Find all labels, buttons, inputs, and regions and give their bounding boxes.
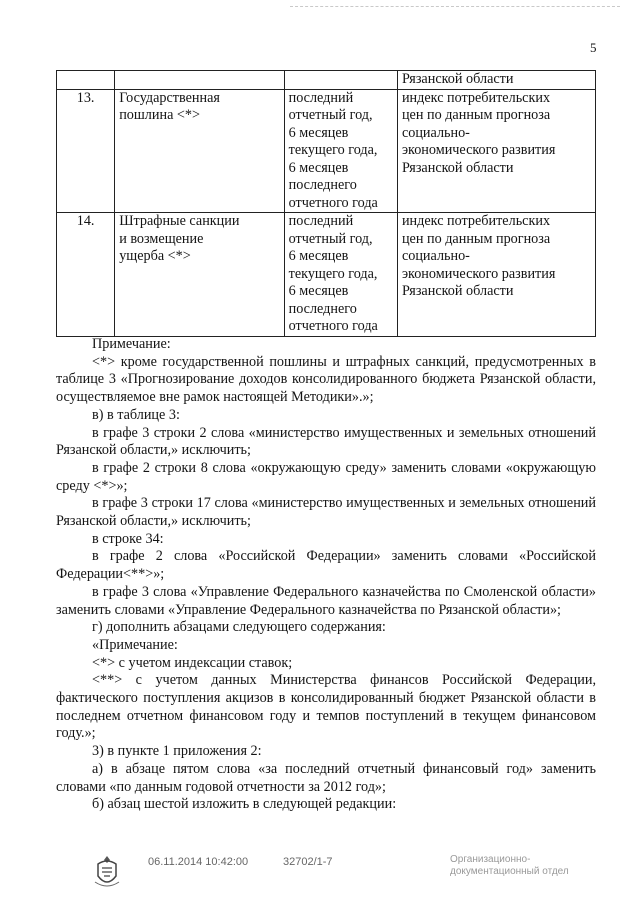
paragraph: в графе 3 строки 17 слова «министерство имущественных и земельных отношений Рязанской области,» исключить; — [56, 495, 596, 530]
cell-line: ущерба <*> — [119, 248, 191, 264]
paragraph: в графе 3 строки 2 слова «министерство имущественных и земельных отношений Рязанской области,» исключить; — [56, 424, 596, 459]
paragraph: <*> с учетом индексации ставок; — [92, 654, 293, 671]
cell-line: отчетного года — [288, 318, 378, 334]
cell-line: текущего года, — [288, 265, 378, 282]
period-cell — [284, 213, 397, 337]
cell-line: цен по данным прогноза — [401, 107, 551, 123]
cell-line: последнего — [288, 300, 357, 317]
footer-department-line: Организационно- — [450, 854, 531, 865]
cell-line: Штрафные санкции — [119, 213, 240, 229]
cell-line: социально- — [401, 248, 470, 264]
cell-line: отчетный год, — [288, 230, 373, 247]
paragraph: в графе 3 слова «Управление Федерального казначейства по Смоленской области» заменить словами «Управление Федерального казначейства по Рязанской области»; — [56, 583, 596, 618]
cell-line: и возмещение — [119, 230, 204, 247]
table-row-continuation — [57, 71, 596, 90]
table-cell-continued-text: Рязанской области — [397, 71, 595, 90]
cell-line: Рязанской области — [401, 159, 514, 176]
period-cell — [284, 89, 397, 213]
paragraph: в) в таблице 3: — [92, 406, 180, 423]
page-number: 5 — [590, 40, 597, 55]
cell-line: социально- — [401, 124, 470, 141]
cell-line: экономического развития — [401, 142, 556, 158]
cell-line: текущего года, — [288, 142, 378, 158]
table-row — [57, 213, 596, 337]
paragraph: а) в абзаце пятом слова «за последний отчетный финансовый год» заменить словами «по данным годовой отчетности за 2012 год»; — [56, 760, 596, 795]
footer-datetime: 06.11.2014 10:42:00 — [148, 856, 249, 868]
cell-line: 6 месяцев — [288, 159, 349, 176]
cell-line: последний — [288, 213, 354, 229]
cell-line: индекс потребительских — [401, 213, 551, 229]
cell-line: экономического развития — [401, 265, 556, 282]
paragraph: 3) в пункте 1 приложения 2: — [92, 743, 262, 760]
cell-line: 6 месяцев — [288, 248, 349, 264]
forecast-index-cell — [397, 89, 595, 213]
cell-line: 6 месяцев — [288, 124, 349, 141]
paragraph: <**> с учетом данных Министерства финансов Российской Федерации, фактического поступления акцизов в консолидированный бюджет Рязанской области в последнем отчетном финансовом году и темпов поступлений в текущем финансовом году.»; — [56, 672, 596, 742]
cell-line: отчетный год, — [288, 107, 373, 123]
paragraph: в графе 2 слова «Российской Федерации» заменить словами «Российской Федерации<**>»; — [56, 548, 596, 583]
row-number: 13. — [57, 89, 115, 213]
cell-line: пошлина <*> — [119, 107, 201, 123]
paragraph: в строке 34: — [92, 530, 164, 547]
cell-line: цен по данным прогноза — [401, 230, 551, 247]
document-body — [56, 336, 596, 814]
revenue-table — [56, 70, 596, 337]
row-number: 14. — [57, 213, 115, 337]
coat-of-arms-icon — [92, 854, 122, 890]
paragraph: «Примечание: — [92, 636, 178, 653]
cell-line: 6 месяцев — [288, 283, 349, 299]
page-footer — [0, 848, 640, 905]
paragraph: Примечание: — [92, 336, 171, 352]
forecast-index-cell — [397, 213, 595, 337]
paragraph: г) дополнить абзацами следующего содержания: — [92, 619, 386, 636]
cell-line: отчетного года — [288, 194, 378, 211]
cell-line: индекс потребительских — [401, 89, 551, 106]
cell-line: Рязанской области — [401, 283, 514, 299]
scan-top-line — [290, 6, 620, 7]
cell-line: Государственная — [119, 89, 220, 106]
table-row — [57, 89, 596, 213]
footer-department — [450, 854, 569, 878]
footer-doc-number: 32702/1-7 — [283, 856, 333, 868]
paragraph: <*> кроме государственной пошлины и штрафных санкций, предусмотренных в таблице 3 «Прогнозирование доходов консолидированного бюджета Рязанской области, осуществляемое вне рамок настоящей Методики».»; — [56, 353, 596, 406]
footer-department-line: документационный отдел — [450, 866, 569, 877]
paragraph: в графе 2 строки 8 слова «окружающую среду» заменить словами «окружающую среду <*>»; — [56, 459, 596, 494]
paragraph: б) абзац шестой изложить в следующей редакции: — [92, 796, 397, 813]
revenue-name — [115, 89, 284, 213]
revenue-name — [115, 213, 284, 337]
cell-line: последнего — [288, 177, 357, 193]
cell-line: последний — [288, 89, 354, 106]
